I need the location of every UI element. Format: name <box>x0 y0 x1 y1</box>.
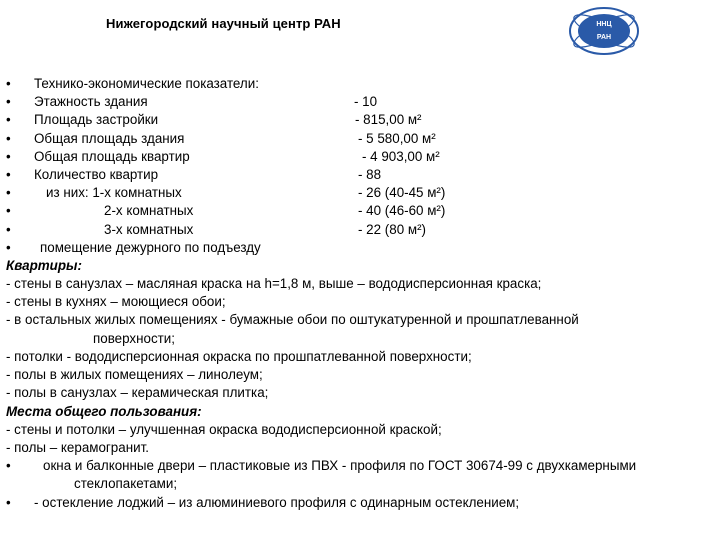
apartments-line: - полы в санузлах – керамическая плитка; <box>6 385 269 401</box>
indicator-value: - 4 903,00 м² <box>362 148 440 164</box>
institution-logo <box>568 6 640 56</box>
indicator-label: 3-х комнатных <box>104 221 194 237</box>
indicator-row <box>6 148 714 166</box>
indicator-label: Общая площадь здания <box>34 130 185 146</box>
indicator-row <box>6 93 714 111</box>
indicators-title: Технико-экономические показатели: <box>34 76 259 91</box>
apartments-line: - стены в кухнях – моющиеся обои; <box>6 294 226 310</box>
windows-text-cont: стеклопакетами; <box>74 476 178 492</box>
bullet: • <box>6 458 11 474</box>
apartments-line: поверхности; <box>93 330 175 346</box>
indicator-row <box>6 184 714 202</box>
indicator-row <box>6 111 714 129</box>
indicator-label: Общая площадь квартир <box>34 148 190 164</box>
indicator-list <box>6 93 714 257</box>
indicator-value: - 815,00 м² <box>355 112 422 128</box>
indicator-value: - 5 580,00 м² <box>358 130 436 146</box>
apartments-line: - в остальных жилых помещениях - бумажные обои по оштукатуренной и прошпатлеванной <box>6 312 579 328</box>
apartments-line: - стены в санузлах – масляная краска на h=1,8 м, выше – вододисперсионная краска; <box>6 276 542 292</box>
bullet: • <box>6 494 11 510</box>
common-areas-heading: Места общего пользования: <box>6 403 202 419</box>
bullet: • <box>6 148 11 164</box>
windows-text: окна и балконные двери – пластиковые из ПВХ - профиля по ГОСТ 30674-99 с двухкамерными <box>43 458 637 474</box>
windows-item <box>6 457 714 493</box>
indicator-row <box>6 166 714 184</box>
page-title: Нижегородский научный центр РАН <box>106 16 341 31</box>
indicator-label: 2-х комнатных <box>104 203 194 219</box>
bullet: • <box>6 76 11 91</box>
indicator-label: Площадь застройки <box>34 112 159 128</box>
indicator-row <box>6 221 714 239</box>
bullet: • <box>6 185 11 201</box>
indicator-value: - 22 (80 м²) <box>358 221 426 237</box>
apartments-line: - полы в жилых помещениях – линолеум; <box>6 367 263 383</box>
indicators-title-row <box>6 75 714 93</box>
document-body <box>6 75 714 512</box>
indicator-value: - 40 (46-60 м²) <box>358 203 446 219</box>
bullet: • <box>6 130 11 146</box>
indicator-row <box>6 130 714 148</box>
bullet: • <box>6 94 11 110</box>
loggia-text: - остекление лоджий – из алюминиевого профиля с одинарным остеклением; <box>34 494 520 510</box>
common-areas-line: - полы – керамогранит. <box>6 439 149 455</box>
bullet: • <box>6 221 11 237</box>
indicator-value: - 26 (40-45 м²) <box>358 185 446 201</box>
logo-text-bottom: РАН <box>596 34 612 41</box>
apartments-heading: Квартиры: <box>6 257 82 273</box>
bullet: • <box>6 239 11 255</box>
indicator-row <box>6 239 714 257</box>
indicator-label: Этажность здания <box>34 94 148 110</box>
bullet: • <box>6 203 11 219</box>
bullet: • <box>6 166 11 182</box>
loggia-item <box>6 494 714 512</box>
indicator-value: - 10 <box>354 94 378 110</box>
indicator-label: Количество квартир <box>34 166 159 182</box>
indicator-value: - 88 <box>358 166 382 182</box>
bullet: • <box>6 112 11 128</box>
indicator-label: из них: 1-х комнатных <box>46 185 182 201</box>
indicator-row <box>6 202 714 220</box>
logo-text-top: ННЦ <box>596 21 612 28</box>
common-areas-line: - стены и потолки – улучшенная окраска вододисперсионной краской; <box>6 421 442 437</box>
apartments-line: - потолки - вододисперсионная окраска по прошпатлеванной поверхности; <box>6 348 472 364</box>
indicator-label: помещение дежурного по подъезду <box>40 239 261 255</box>
